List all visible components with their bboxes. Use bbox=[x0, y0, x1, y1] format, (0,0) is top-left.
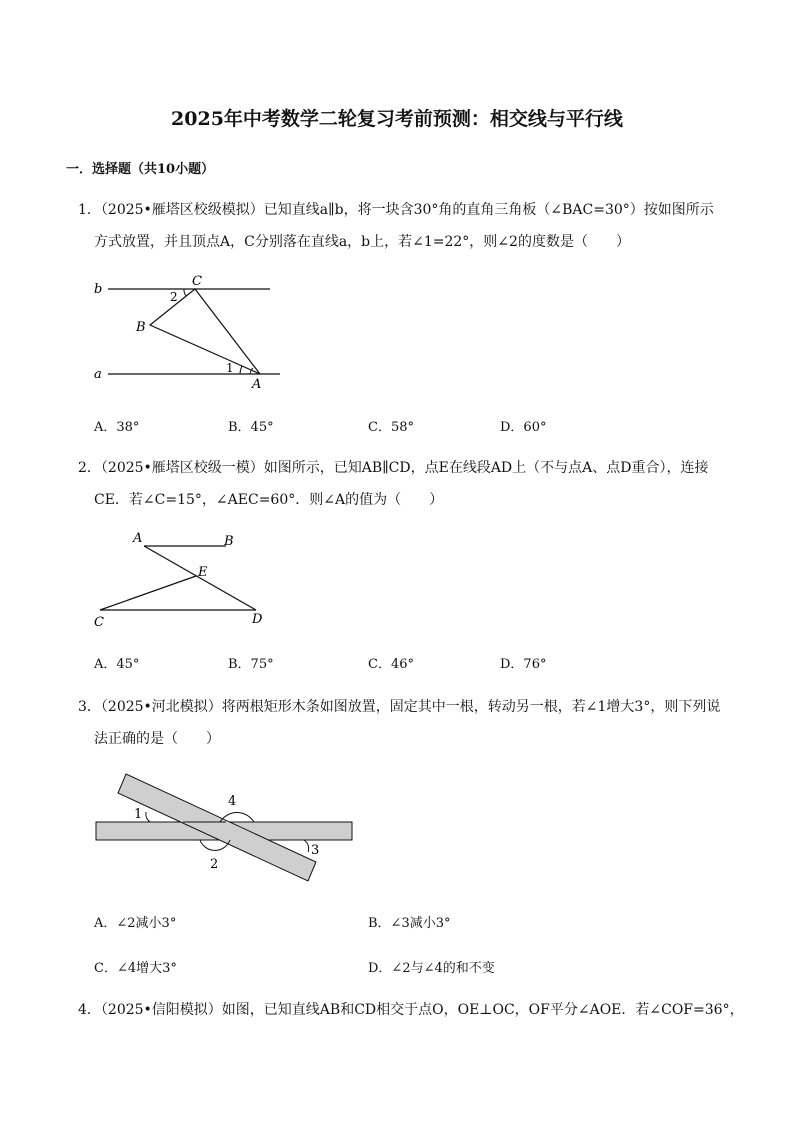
q1-option-a: A．38° bbox=[94, 420, 140, 435]
question-3-line-1: 3．（2025•河北模拟）将两根矩形木条如图放置，固定其中一根，转动另一根，若∠1增大3°，则下列说 bbox=[78, 699, 721, 715]
point-e-label: E bbox=[198, 565, 208, 580]
q3-option-d: D．∠2与∠4的和不变 bbox=[368, 961, 495, 976]
page-title: 2025年中考数学二轮复习考前预测：相交线与平行线 bbox=[171, 108, 623, 130]
question-3-line-2: 法正确的是（ ） bbox=[94, 731, 220, 747]
q3-option-b: B．∠3减小3° bbox=[368, 916, 451, 931]
question-3-figure bbox=[90, 768, 360, 890]
question-1-line-1: 1．（2025•雁塔区校级模拟）已知直线a∥b，将一块含30°角的直角三角板（∠BAC=30°）按如图所示 bbox=[78, 202, 714, 218]
point-b-label: B bbox=[136, 320, 146, 335]
point-a-label: A bbox=[133, 531, 143, 546]
question-4-line-1: 4．（2025•信阳模拟）如图，已知直线AB和CD相交于点O，OE⊥OC，OF平分∠AOE．若∠COF=36°， bbox=[78, 1002, 744, 1018]
angle-2-label: 2 bbox=[210, 857, 219, 872]
q2-option-d: D．76° bbox=[500, 657, 547, 672]
q3-option-a: A．∠2减小3° bbox=[94, 916, 177, 931]
question-2-figure bbox=[90, 530, 280, 630]
angle-2-label: 2 bbox=[170, 290, 178, 304]
angle-3-label: 3 bbox=[311, 843, 320, 858]
q2-option-c: C．46° bbox=[368, 657, 414, 672]
line-a-label: a bbox=[94, 367, 102, 382]
question-2-line-2: CE．若∠C=15°，∠AEC=60°．则∠A的值为（ ） bbox=[94, 492, 444, 508]
point-d-label: D bbox=[252, 612, 263, 627]
q1-option-c: C．58° bbox=[368, 420, 414, 435]
question-1-line-2: 方式放置，并且顶点A，C分别落在直线a，b上，若∠1=22°，则∠2的度数是（ ） bbox=[94, 234, 630, 250]
angle-1-label: 1 bbox=[134, 807, 143, 822]
q1-option-d: D．60° bbox=[500, 420, 547, 435]
q2-option-b: B．75° bbox=[228, 657, 274, 672]
point-c-label: C bbox=[94, 615, 104, 630]
section-heading: 一．选择题（共10小题） bbox=[66, 162, 215, 177]
point-c-label: C bbox=[192, 274, 202, 289]
angle-1-label: 1 bbox=[226, 361, 234, 375]
question-2-line-1: 2．（2025•雁塔区校级一模）如图所示，已知AB∥CD，点E在线段AD上（不与点A、点D重合），连接 bbox=[78, 460, 709, 476]
line-b-label: b bbox=[94, 282, 103, 297]
q3-option-c: C．∠4增大3° bbox=[94, 961, 177, 976]
q2-option-a: A．45° bbox=[94, 657, 140, 672]
point-a-label: A bbox=[252, 377, 262, 392]
point-b-label: B bbox=[224, 534, 234, 549]
question-1-figure bbox=[90, 272, 290, 392]
angle-4-label: 4 bbox=[228, 794, 237, 809]
q1-option-b: B．45° bbox=[228, 420, 274, 435]
